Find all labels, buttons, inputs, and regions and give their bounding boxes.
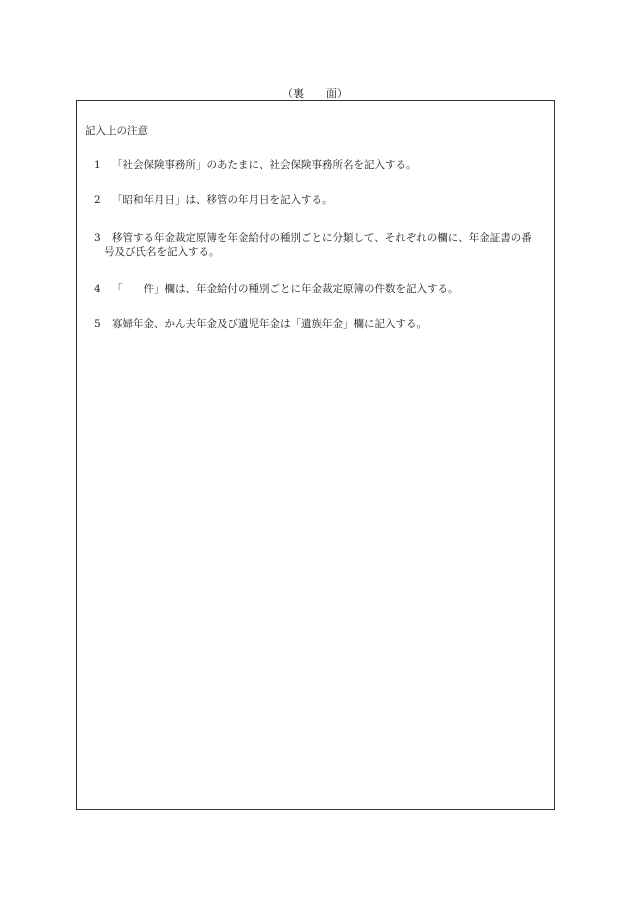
note-text: 「社会保険事務所」のあたまに、社会保険事務所名を記入する。 (112, 159, 417, 171)
note-text: 「昭和年月日」は、移管の年月日を記入する。 (112, 194, 333, 206)
note-text: 「 件」欄は、年金給付の種別ごとに年金裁定原簿の件数を記入する。 (112, 283, 459, 295)
note-number: 2 (94, 194, 101, 206)
note-item (94, 231, 549, 259)
notes-title: 記入上の注意 (85, 125, 148, 137)
note-text-continuation: 号及び氏名を記入する。 (104, 246, 220, 258)
note-item (94, 317, 549, 331)
note-number: 5 (94, 318, 101, 330)
note-number: 3 (94, 232, 101, 244)
page-heading: （裏 面） (282, 87, 348, 100)
note-number: 1 (94, 159, 101, 171)
note-item (94, 158, 549, 172)
note-text: 寡婦年金、かん夫年金及び遺児年金は「遺族年金」欄に記入する。 (112, 318, 427, 330)
notes-frame (76, 100, 555, 810)
note-item (94, 282, 549, 296)
note-number: 4 (94, 283, 101, 295)
note-item (94, 193, 549, 207)
note-text: 移管する年金裁定原簿を年金給付の種別ごとに分類して、それぞれの欄に、年金証書の番 (112, 232, 532, 244)
